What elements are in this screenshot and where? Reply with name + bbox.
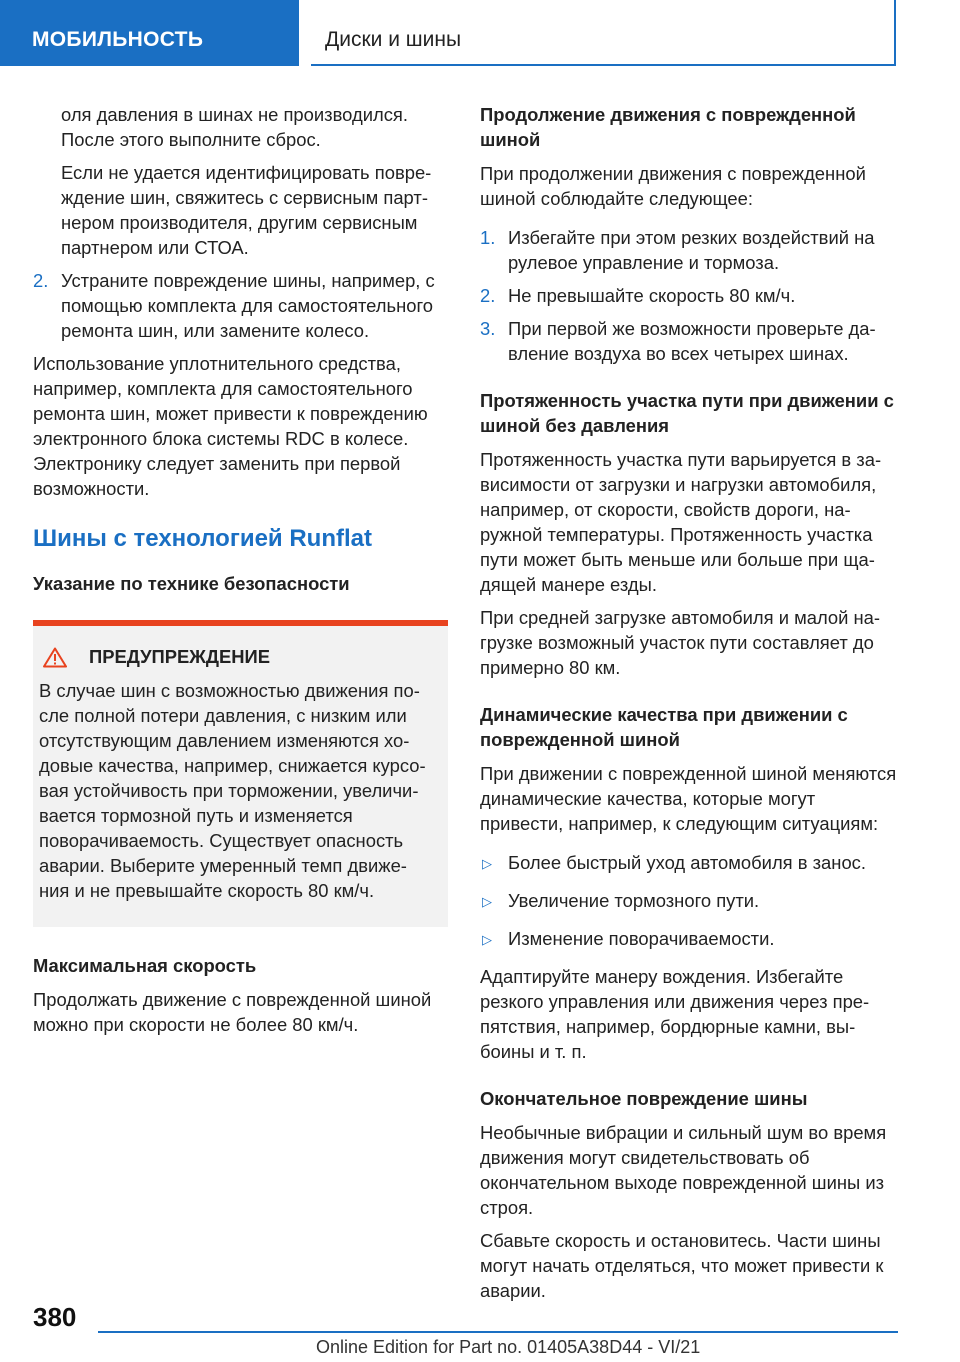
final-damage-heading: Окончательное повреждение шины: [480, 1088, 808, 1109]
warning-text: В случае шин с возможностью движения после полной потери давления, с низким или отсутствующим давлением изменяются ходовые качества, например, снижается курсовая устойчивость при торможении, увеличивается тормозной путь и изменяется поворачиваемость. Существует опасность аварии. Выберите умеренный темп движения и не превышайте скорость 80 км/ч.: [39, 680, 426, 901]
final-damage-paragraph-2: Сбавьте скорость и остановитесь. Части шины могут начать отделяться, что может привести к аварии.: [480, 1230, 884, 1301]
warning-title: ПРЕДУПРЕЖДЕНИЕ: [89, 646, 271, 667]
dynamics-advice: Адаптируйте манеру вождения. Избегайте резкого управления или движения через препятствия, например, бордюрные камни, выбоины и т. п.: [480, 966, 870, 1062]
step-text: Не превышайте скорость 80 км/ч.: [508, 285, 796, 306]
list-item: [480, 926, 898, 951]
footer-divider: [98, 1331, 898, 1333]
triangle-bullet-icon: ▷: [482, 894, 492, 909]
right-step-list: [480, 225, 898, 366]
section-title: Шины с технологией Runflat: [33, 525, 372, 552]
continued-driving-heading: Продолжение движения с поврежденной шиной: [480, 104, 856, 150]
dynamics-heading: Динамические качества при движении с поврежденной шиной: [480, 704, 848, 750]
header-chapter-label: Диски и шины: [311, 0, 896, 66]
max-speed-text: Продолжать движение с поврежденной шиной можно при скорости не более 80 км/ч.: [33, 989, 432, 1035]
list-item: [33, 268, 448, 343]
list-item: [480, 888, 898, 913]
step-text: Устраните повреждение шины, например, с помощью комплекта для самостоятельного ремонта шин, или замените колесо.: [61, 270, 435, 341]
page-number: 380: [33, 1302, 77, 1332]
triangle-bullet-icon: ▷: [482, 932, 492, 947]
final-damage-paragraph-1: Необычные вибрации и сильный шум во время движения могут свидетельствовать об окончательном выходе поврежденной шины из строя.: [480, 1122, 887, 1218]
header-section-label: МОБИЛЬНОСТЬ: [0, 0, 299, 66]
sealant-paragraph: Использование уплотнительного средства, например, комплекта для самостоятельного ремонта шин, может привести к повреждению электронного блока системы RDC в колесе. Электронику следует заменить при первой возможности.: [33, 353, 428, 499]
warning-triangle-icon: [43, 647, 67, 668]
warning-title-row: [39, 646, 430, 668]
step-text: При первой же возможности проверьте давление воздуха во всех четырех шинах.: [508, 318, 876, 364]
dynamics-bullet-list: [480, 850, 898, 951]
continued-driving-intro: При продолжении движения с поврежденной шиной соблюдайте следующее:: [480, 163, 866, 209]
list-item: [480, 850, 898, 875]
list-item: [480, 225, 898, 275]
bullet-text: Изменение поворачиваемости.: [508, 928, 775, 949]
max-speed-heading: Максимальная скорость: [33, 955, 257, 976]
step-number: 3.: [480, 318, 496, 339]
step-number: 1.: [480, 227, 496, 248]
step-text: Избегайте при этом резких воздействий на рулевое управление и тормоза.: [508, 227, 875, 273]
dynamics-intro: При движении с поврежденной шиной меняются динамические качества, которые могут привести, например, к следующим ситуациям:: [480, 763, 897, 834]
bullet-text: Увеличение тормозного пути.: [508, 890, 760, 911]
distance-heading: Протяженность участка пути при движении с шиной без давления: [480, 390, 894, 436]
bullet-text: Более быстрый уход автомобиля в занос.: [508, 852, 866, 873]
distance-paragraph-1: Протяженность участка пути варьируется в зависимости от загрузки и нагрузки автомобиля, например, от скорости, свойств дороги, наружной температуры. Протяженность участка пути может быть меньше или больше при щадящей манере езды.: [480, 449, 882, 595]
triangle-bullet-icon: ▷: [482, 856, 492, 871]
safety-heading: Указание по технике безопасности: [33, 573, 350, 594]
step-number: 2.: [480, 285, 496, 306]
step-number: 2.: [33, 270, 49, 291]
continuation-paragraph-2: Если не удается идентифицировать повреждение шин, свяжитесь с сервисным партнером производителя, другим сервисным партнером или СТОА.: [61, 162, 432, 258]
left-step-list: [33, 268, 448, 343]
footer-edition: Online Edition for Part no. 01405A38D44 - VI/21: [316, 1337, 701, 1357]
list-item: [480, 316, 898, 366]
left-column: [33, 102, 448, 1045]
warning-box: [33, 620, 448, 927]
continuation-paragraph-1: оля давления в шинах не производился. После этого выполните сброс.: [61, 104, 408, 150]
list-item: [480, 283, 898, 308]
right-column: [480, 102, 898, 1311]
distance-paragraph-2: При средней загрузке автомобиля и малой нагрузке возможный участок пути составляет до примерно 80 км.: [480, 607, 881, 678]
